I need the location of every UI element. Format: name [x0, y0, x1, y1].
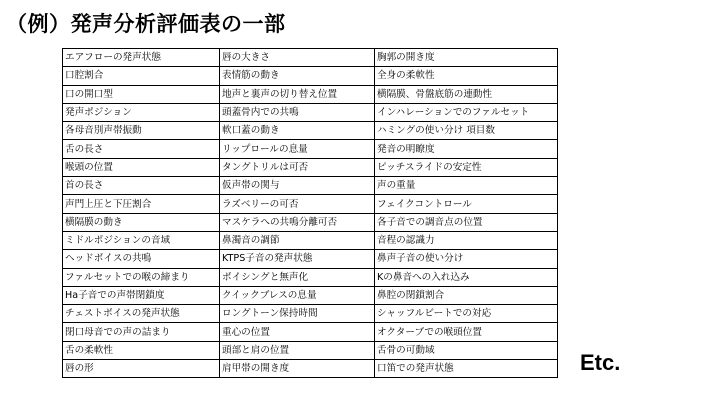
table-row [63, 213, 558, 231]
table-row [63, 341, 558, 359]
table-row [63, 158, 558, 176]
table-cell: KTPS子音の発声状態 [220, 250, 375, 268]
table-cell: ピッチスライドの安定性 [375, 158, 558, 176]
table-cell: 重心の位置 [220, 323, 375, 341]
table-row [63, 140, 558, 158]
table-cell: 横隔膜の動き [63, 213, 220, 231]
table-cell: 鼻濁音の調節 [220, 231, 375, 249]
table-cell: 地声と裏声の切り替え位置 [220, 85, 375, 103]
table-cell: 閉口母音での声の詰まり [63, 323, 220, 341]
table-cell: 発音の明瞭度 [375, 140, 558, 158]
table-cell: 頭部と肩の位置 [220, 341, 375, 359]
table-cell: シャッフルビートでの対応 [375, 305, 558, 323]
table-cell: オクターブでの喉頭位置 [375, 323, 558, 341]
table-row [63, 177, 558, 195]
table-cell: マスケラへの共鳴分離可否 [220, 213, 375, 231]
table-row [63, 49, 558, 67]
table-cell: 唇の形 [63, 360, 220, 378]
etc-label: Etc. [580, 350, 621, 375]
table-cell: クイックブレスの息量 [220, 286, 375, 304]
table-cell: リップロールの息量 [220, 140, 375, 158]
table-row [63, 231, 558, 249]
table-cell: 各子音での調音点の位置 [375, 213, 558, 231]
table-row [63, 103, 558, 121]
table-cell: フェイクコントロール [375, 195, 558, 213]
table-cell: ファルセットでの喉の締まり [63, 268, 220, 286]
table-cell: Ha子音での声帯閉鎖度 [63, 286, 220, 304]
table-cell: 口腔割合 [63, 67, 220, 85]
table-row [63, 286, 558, 304]
table-cell: 鼻声子音の使い分け [375, 250, 558, 268]
table-cell: 舌の柔軟性 [63, 341, 220, 359]
table-cell: 口笛での発声状態 [375, 360, 558, 378]
table-row [63, 268, 558, 286]
table-cell: 胸郭の開き度 [375, 49, 558, 67]
table-cell: 全身の柔軟性 [375, 67, 558, 85]
table-row [63, 360, 558, 378]
table-cell: ハミングの使い分け 項目数 [375, 122, 558, 140]
table-cell: 発声ポジション [63, 103, 220, 121]
table-cell: チェストボイスの発声状態 [63, 305, 220, 323]
table-cell: タングトリルは可否 [220, 158, 375, 176]
table-cell: 舌の長さ [63, 140, 220, 158]
table-cell: エアフローの発声状態 [63, 49, 220, 67]
table-row [63, 67, 558, 85]
table-cell: 肩甲帯の開き度 [220, 360, 375, 378]
table-cell: 声門上圧と下圧割合 [63, 195, 220, 213]
table-cell: 軟口蓋の動き [220, 122, 375, 140]
table-cell: 鼻腔の閉鎖割合 [375, 286, 558, 304]
table-body [63, 49, 558, 378]
table-cell: 仮声帯の関与 [220, 177, 375, 195]
table-cell: 舌骨の可動域 [375, 341, 558, 359]
table-cell: 各母音別声帯振動 [63, 122, 220, 140]
table-cell: 音程の認識力 [375, 231, 558, 249]
table-cell: 口の開口型 [63, 85, 220, 103]
table-cell: 首の長さ [63, 177, 220, 195]
table-row [63, 195, 558, 213]
table-cell: ラズベリーの可否 [220, 195, 375, 213]
table-row [63, 250, 558, 268]
table-cell: 声の重量 [375, 177, 558, 195]
evaluation-table [62, 48, 558, 378]
table-cell: Kの鼻音への入れ込み [375, 268, 558, 286]
table-cell: ヘッドボイスの共鳴 [63, 250, 220, 268]
page-title: （例）発声分析評価表の一部 [6, 12, 286, 36]
table-cell: 表情筋の動き [220, 67, 375, 85]
table-cell: 喉頭の位置 [63, 158, 220, 176]
table-cell: ボイシングと無声化 [220, 268, 375, 286]
table-row [63, 323, 558, 341]
table-cell: 頭蓋骨内での共鳴 [220, 103, 375, 121]
table-cell: ミドルポジションの音域 [63, 231, 220, 249]
table-cell: 唇の大きさ [220, 49, 375, 67]
table-row [63, 122, 558, 140]
table-cell: インハレーションでのファルセット [375, 103, 558, 121]
table-cell: 横隔膜、骨盤底筋の連動性 [375, 85, 558, 103]
table-cell: ロングトーン保持時間 [220, 305, 375, 323]
table-row [63, 85, 558, 103]
table-row [63, 305, 558, 323]
